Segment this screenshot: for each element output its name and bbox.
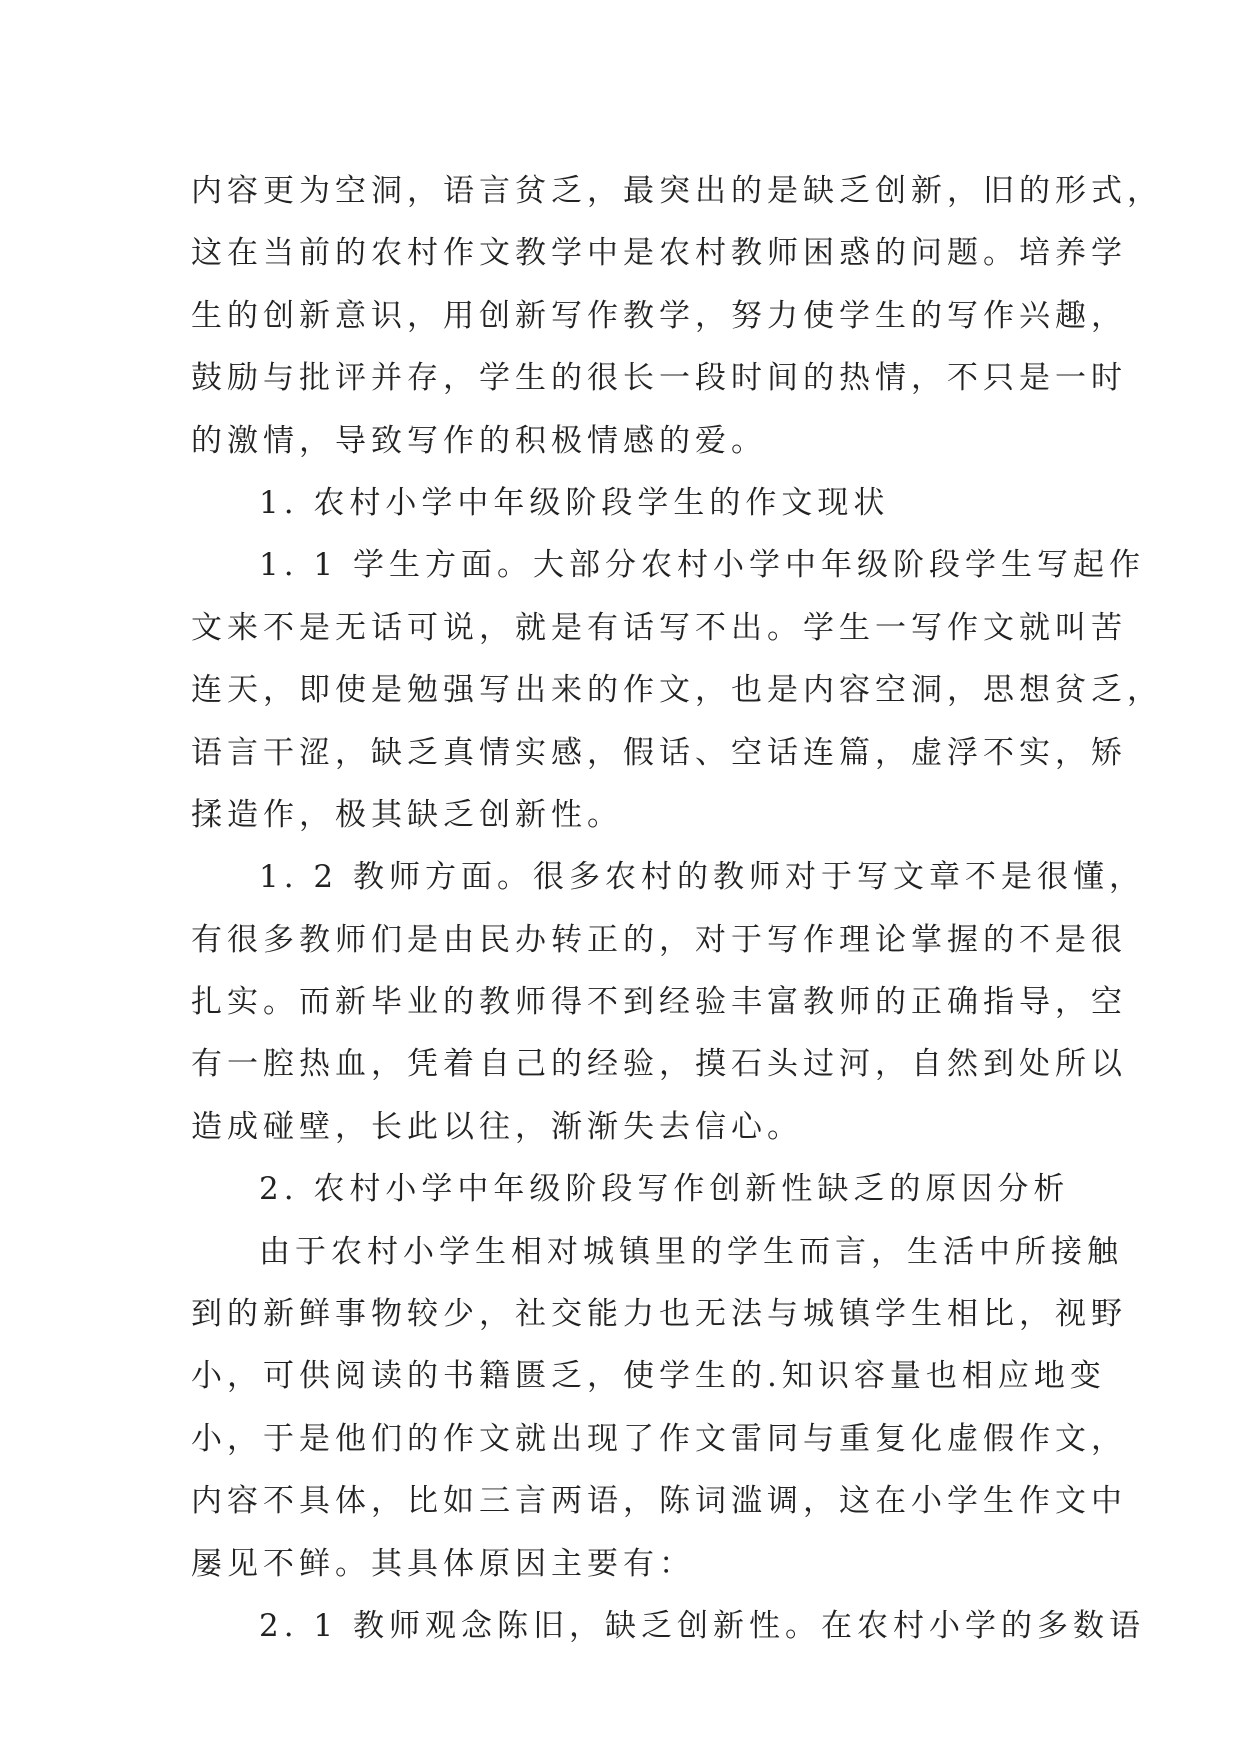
text-line: 小，于是他们的作文就出现了作文雷同与重复化虚假作文， xyxy=(191,1420,1127,1457)
document-body xyxy=(191,160,1163,1657)
text-line: 扎实。而新毕业的教师得不到经验丰富教师的正确指导，空 xyxy=(191,984,1127,1021)
text-line: 鼓励与批评并存，学生的很长一段时间的热情，不只是一时 xyxy=(191,360,1127,397)
text-line: 生的创新意识，用创新写作教学，努力使学生的写作兴趣， xyxy=(191,297,1127,334)
text-line: 的激情，导致写作的积极情感的爱。 xyxy=(191,422,767,459)
subsection-line: 2. 1 教师观念陈旧，缺乏创新性。在农村小学的多数语 xyxy=(259,1607,1146,1644)
text-line: 连天，即使是勉强写出来的作文，也是内容空洞，思想贫乏， xyxy=(191,672,1163,709)
text-line: 到的新鲜事物较少，社交能力也无法与城镇学生相比，视野 xyxy=(191,1296,1127,1333)
text-line: 文来不是无话可说，就是有话写不出。学生一写作文就叫苦 xyxy=(191,609,1127,646)
text-line: 小，可供阅读的书籍匮乏，使学生的.知识容量也相应地变 xyxy=(191,1358,1106,1395)
text-line: 语言干涩，缺乏真情实感，假话、空话连篇，虚浮不实，矫 xyxy=(191,734,1127,771)
text-line: 内容更为空洞，语言贫乏，最突出的是缺乏创新，旧的形式， xyxy=(191,173,1163,209)
text-line: 屡见不鲜。其具体原因主要有： xyxy=(191,1545,695,1582)
subsection-line: 1. 1 学生方面。大部分农村小学中年级阶段学生写起作 xyxy=(259,547,1146,584)
text-line: 造成碰壁，长此以往，渐渐失去信心。 xyxy=(191,1108,803,1145)
section-heading: 1. 农村小学中年级阶段学生的作文现状 xyxy=(259,484,890,521)
text-line: 有很多教师们是由民办转正的，对于写作理论掌握的不是很 xyxy=(191,921,1127,958)
text-line: 有一腔热血，凭着自己的经验，摸石头过河，自然到处所以 xyxy=(191,1046,1127,1083)
text-line: 这在当前的农村作文教学中是农村教师困惑的问题。培养学 xyxy=(191,235,1127,272)
text-line: 揉造作，极其缺乏创新性。 xyxy=(191,796,623,833)
subsection-line: 1. 2 教师方面。很多农村的教师对于写文章不是很懂， xyxy=(259,859,1146,896)
paragraph-start-line: 由于农村小学生相对城镇里的学生而言，生活中所接触 xyxy=(259,1233,1123,1270)
section-heading: 2. 农村小学中年级阶段写作创新性缺乏的原因分析 xyxy=(259,1171,1070,1208)
text-line: 内容不具体，比如三言两语，陈词滥调，这在小学生作文中 xyxy=(191,1483,1127,1520)
